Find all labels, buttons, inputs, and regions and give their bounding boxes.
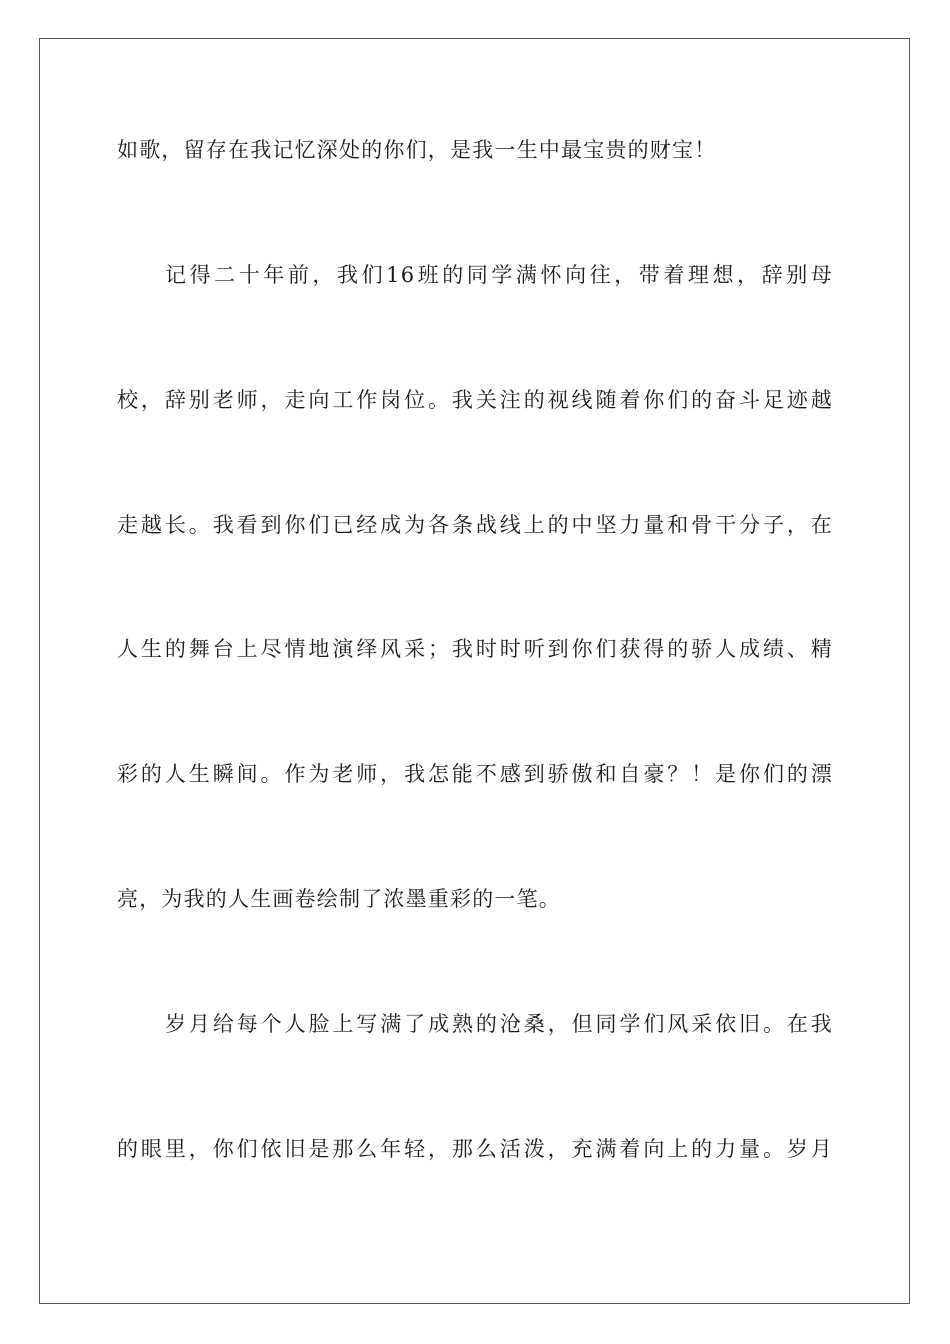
text-line-1: 如歌，留存在我记忆深处的你们，是我一生中最宝贵的财宝！ (117, 138, 717, 162)
text-line-9: 的眼里，你们依旧是那么年轻，那么活泼，充满着向上的力量。岁月 (117, 1137, 833, 1161)
text-line-5: 人生的舞台上尽情地演绎风采；我时时听到你们获得的骄人成绩、精 (117, 637, 833, 661)
text-line-4: 走越长。我看到你们已经成为各条战线上的中坚力量和骨干分子，在 (117, 513, 833, 537)
text-line-3: 校，辞别老师，走向工作岗位。我关注的视线随着你们的奋斗足迹越 (117, 388, 833, 412)
text-line-6: 彩的人生瞬间。作为老师，我怎能不感到骄傲和自豪？！是你们的漂 (117, 762, 833, 786)
page-border (39, 38, 910, 1304)
text-line-2: 记得二十年前，我们16班的同学满怀向往，带着理想，辞别母 (165, 263, 833, 287)
text-line-8: 岁月给每个人脸上写满了成熟的沧桑，但同学们风采依旧。在我 (165, 1012, 833, 1036)
text-line-7: 亮，为我的人生画卷绘制了浓墨重彩的一笔。 (117, 887, 561, 911)
